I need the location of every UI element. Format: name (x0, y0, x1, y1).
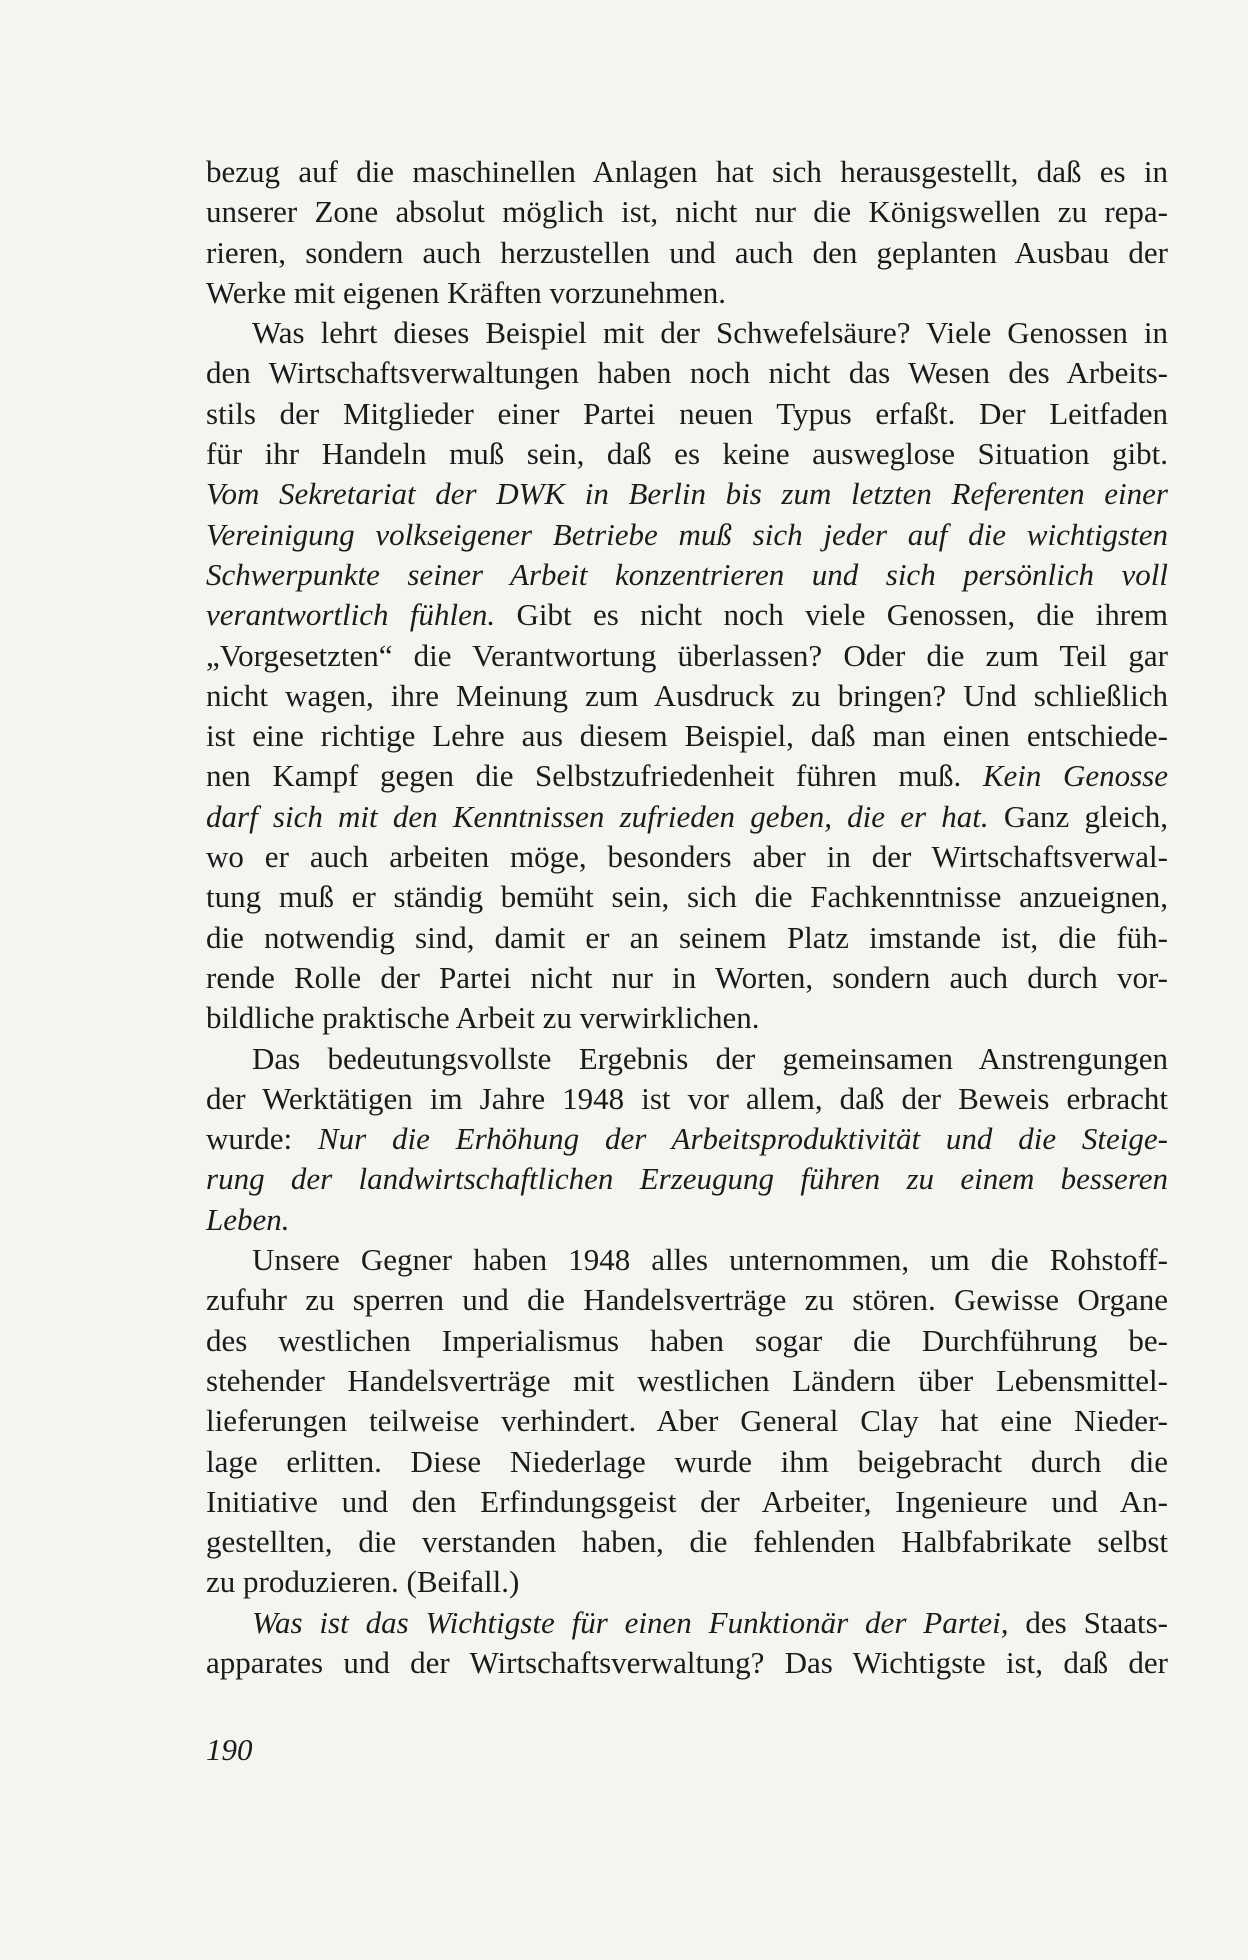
text-run: ist eine richtige Lehre aus diesem Beispiel, daß man einen entschiede- (206, 718, 1168, 754)
text-line (206, 636, 1168, 676)
text-line (206, 434, 1168, 474)
text-run: wo er auch arbeiten möge, besonders aber in der Wirtschaftsverwal- (206, 839, 1168, 875)
text-run: lage erlitten. Diese Niederlage wurde ihm beigebracht durch die (206, 1443, 1168, 1479)
page-number: 190 (206, 1732, 253, 1767)
text-run: lieferungen teilweise verhindert. Aber General Clay hat eine Nieder- (206, 1403, 1168, 1439)
text-line (206, 1039, 1168, 1079)
text-run: des Staats- (1008, 1604, 1168, 1640)
text-run: Initiative und den Erfindungsgeist der Arbeiter, Ingenieure und An- (206, 1483, 1168, 1519)
italic-text: Kein Genosse (982, 758, 1169, 794)
italic-text: Schwerpunkte seiner Arbeit konzentrieren und sich persönlich voll (206, 556, 1168, 592)
text-run: gestellten, die verstanden haben, die fehlenden Halbfabrikate selbst (206, 1524, 1168, 1560)
text-line (206, 1522, 1168, 1562)
text-run: des westlichen Imperialismus haben sogar die Durchführung be- (206, 1322, 1168, 1358)
text-line (206, 716, 1168, 756)
text-line (206, 1442, 1168, 1482)
text-line (206, 515, 1168, 555)
text-run: rieren, sondern auch herzustellen und auch den geplanten Ausbau der (206, 234, 1168, 270)
text-run: bezug auf die maschinellen Anlagen hat sich herausgestellt, daß es in (206, 154, 1168, 189)
text-line (206, 797, 1168, 837)
text-line (206, 353, 1168, 393)
italic-text: Vereinigung volkseigener Betriebe muß sich jeder auf die wichtigsten (206, 516, 1168, 552)
text-run: unserer Zone absolut möglich ist, nicht nur die Königswellen zu repa- (206, 194, 1168, 230)
text-run: Was lehrt dieses Beispiel mit der Schwefelsäure? Viele Genossen in (252, 315, 1168, 351)
italic-text: verantwortlich fühlen. (206, 597, 496, 633)
text-line (206, 273, 1168, 313)
text-run: stehender Handelsverträge mit westlichen Ländern über Lebensmittel- (206, 1362, 1168, 1398)
text-run: rende Rolle der Partei nicht nur in Worten, sondern auch durch vor- (206, 959, 1168, 995)
text-line (206, 1482, 1168, 1522)
italic-text: darf sich mit den Kenntnissen zufrieden geben, die er hat. (206, 798, 989, 834)
text-line (206, 877, 1168, 917)
text-line (206, 756, 1168, 796)
text-run: Werke mit eigenen Kräften vorzunehmen. (206, 274, 726, 310)
text-run: wurde: (206, 1121, 318, 1157)
text-run: Das bedeutungsvollste Ergebnis der gemeinsamen Anstrengungen (252, 1040, 1168, 1076)
text-run: nen Kampf gegen die Selbstzufriedenheit führen muß. (206, 758, 983, 794)
text-line (206, 1240, 1168, 1280)
italic-text: Nur die Erhöhung der Arbeitsproduktivität und die Steige- (317, 1121, 1168, 1157)
text-line (206, 958, 1168, 998)
text-line (206, 1603, 1168, 1643)
text-line (206, 555, 1168, 595)
text-line (206, 998, 1168, 1038)
text-line (206, 1643, 1168, 1683)
text-run: bildliche praktische Arbeit zu verwirklichen. (206, 1000, 760, 1036)
text-line (206, 1119, 1168, 1159)
text-line (206, 1401, 1168, 1441)
text-run: apparates und der Wirtschaftsverwaltung? Das Wichtigste ist, daß der (206, 1644, 1168, 1680)
text-line (206, 918, 1168, 958)
text-run: zu produzieren. (Beifall.) (206, 1564, 520, 1600)
text-run: tung muß er ständig bemüht sein, sich die Fachkenntnisse anzueignen, (206, 879, 1168, 915)
text-run: zufuhr zu sperren und die Handelsverträge zu stören. Gewisse Organe (206, 1282, 1168, 1318)
text-line (206, 595, 1168, 635)
text-line (206, 152, 1168, 192)
text-run: Unsere Gegner haben 1948 alles unternommen, um die Rohstoff- (252, 1242, 1168, 1278)
text-line (206, 1200, 1168, 1240)
italic-text: rung der landwirtschaftlichen Erzeugung führen zu einem besseren (206, 1161, 1168, 1197)
text-line (206, 233, 1168, 273)
text-line (206, 837, 1168, 877)
text-line (206, 474, 1168, 514)
text-run: stils der Mitglieder einer Partei neuen Typus erfaßt. Der Leitfaden (206, 395, 1168, 431)
text-line (206, 1361, 1168, 1401)
body-text (206, 152, 1168, 1683)
text-line (206, 1321, 1168, 1361)
text-run: nicht wagen, ihre Meinung zum Ausdruck zu bringen? Und schließlich (206, 677, 1168, 713)
text-line (206, 394, 1168, 434)
text-line (206, 1562, 1168, 1602)
text-run: „Vorgesetzten“ die Verantwortung überlassen? Oder die zum Teil gar (206, 637, 1168, 673)
text-run: für ihr Handeln muß sein, daß es keine ausweglose Situation gibt. (206, 436, 1168, 472)
text-line (206, 1079, 1168, 1119)
italic-text: Was ist das Wichtigste für einen Funktionär der Partei, (252, 1604, 1009, 1640)
text-run: den Wirtschaftsverwaltungen haben noch nicht das Wesen des Arbeits- (206, 355, 1168, 391)
text-line (206, 1159, 1168, 1199)
italic-text: Vom Sekretariat der DWK in Berlin bis zum letzten Referenten einer (206, 476, 1168, 512)
text-run: die notwendig sind, damit er an seinem Platz imstande ist, die füh- (206, 919, 1168, 955)
text-line (206, 676, 1168, 716)
text-run: der Werktätigen im Jahre 1948 ist vor allem, daß der Beweis erbracht (206, 1080, 1168, 1116)
text-line (206, 1280, 1168, 1320)
text-run: Gibt es nicht noch viele Genossen, die ihrem (495, 597, 1168, 633)
text-line (206, 313, 1168, 353)
italic-text: Leben. (206, 1201, 290, 1237)
text-line (206, 192, 1168, 232)
text-run: Ganz gleich, (988, 798, 1169, 834)
